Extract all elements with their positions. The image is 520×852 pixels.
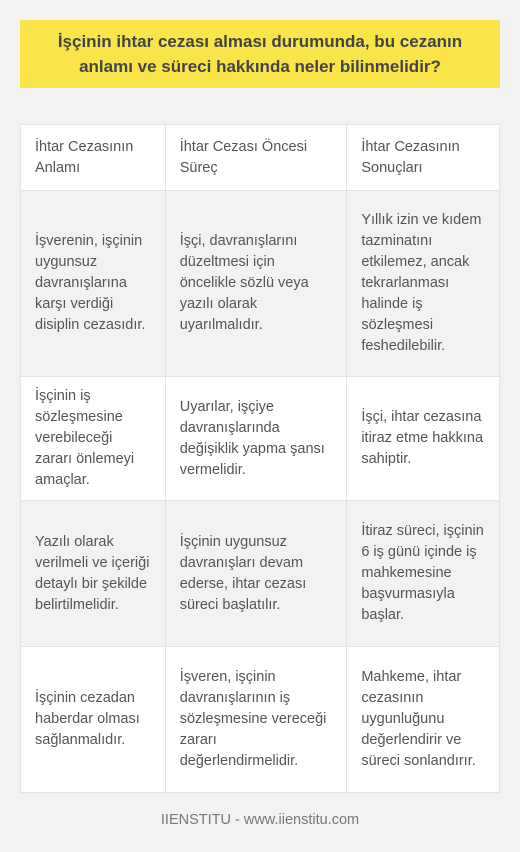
table-header-row	[21, 125, 500, 191]
table-row	[21, 501, 500, 647]
column-header-meaning: İhtar Cezasının Anlamı	[21, 125, 166, 191]
table-cell: İtiraz süreci, işçinin 6 iş günü içinde iş mahkemesine başvurmasıyla başlar.	[347, 501, 500, 647]
footer-credit: IIENSTITU - www.iienstitu.com	[160, 812, 360, 828]
column-header-process: İhtar Cezası Öncesi Süreç	[165, 125, 347, 191]
page-title	[20, 20, 500, 88]
column-header-results: İhtar Cezasının Sonuçları	[347, 125, 500, 191]
table-cell: İşçinin uygunsuz davranışları devam ederse, ihtar cezası süreci başlatılır.	[165, 501, 347, 647]
table-cell: İşçi, davranışlarını düzeltmesi için öncelikle sözlü veya yazılı olarak uyarılmalıdır.	[165, 191, 347, 377]
table-cell: Yıllık izin ve kıdem tazminatını etkilemez, ancak tekrarlanması halinde iş sözleşmesi feshedilebilir.	[347, 191, 500, 377]
table-cell: İşçinin cezadan haberdar olması sağlanmalıdır.	[21, 647, 166, 793]
table-cell: İşveren, işçinin davranışlarının iş sözleşmesine vereceği zararı değerlendirmelidir.	[165, 647, 347, 793]
table-cell: Uyarılar, işçiye davranışlarında değişiklik yapma şansı vermelidir.	[165, 377, 347, 501]
table-cell: İşçinin iş sözleşmesine verebileceği zararı önlemeyi amaçlar.	[21, 377, 166, 501]
page-title-text: İşçinin ihtar cezası alması durumunda, bu cezanın anlamı ve süreci hakkında neler bilinmelidir?	[57, 32, 463, 76]
table-row	[21, 647, 500, 793]
table-row	[21, 377, 500, 501]
table-row	[21, 191, 500, 377]
info-table	[20, 124, 500, 793]
table-cell: İşçi, ihtar cezasına itiraz etme hakkına sahiptir.	[347, 377, 500, 501]
table-cell: İşverenin, işçinin uygunsuz davranışlarına karşı verdiği disiplin cezasıdır.	[21, 191, 166, 377]
table-cell: Mahkeme, ihtar cezasının uygunluğunu değerlendirir ve süreci sonlandırır.	[347, 647, 500, 793]
table-cell: Yazılı olarak verilmeli ve içeriği detaylı bir şekilde belirtilmelidir.	[21, 501, 166, 647]
